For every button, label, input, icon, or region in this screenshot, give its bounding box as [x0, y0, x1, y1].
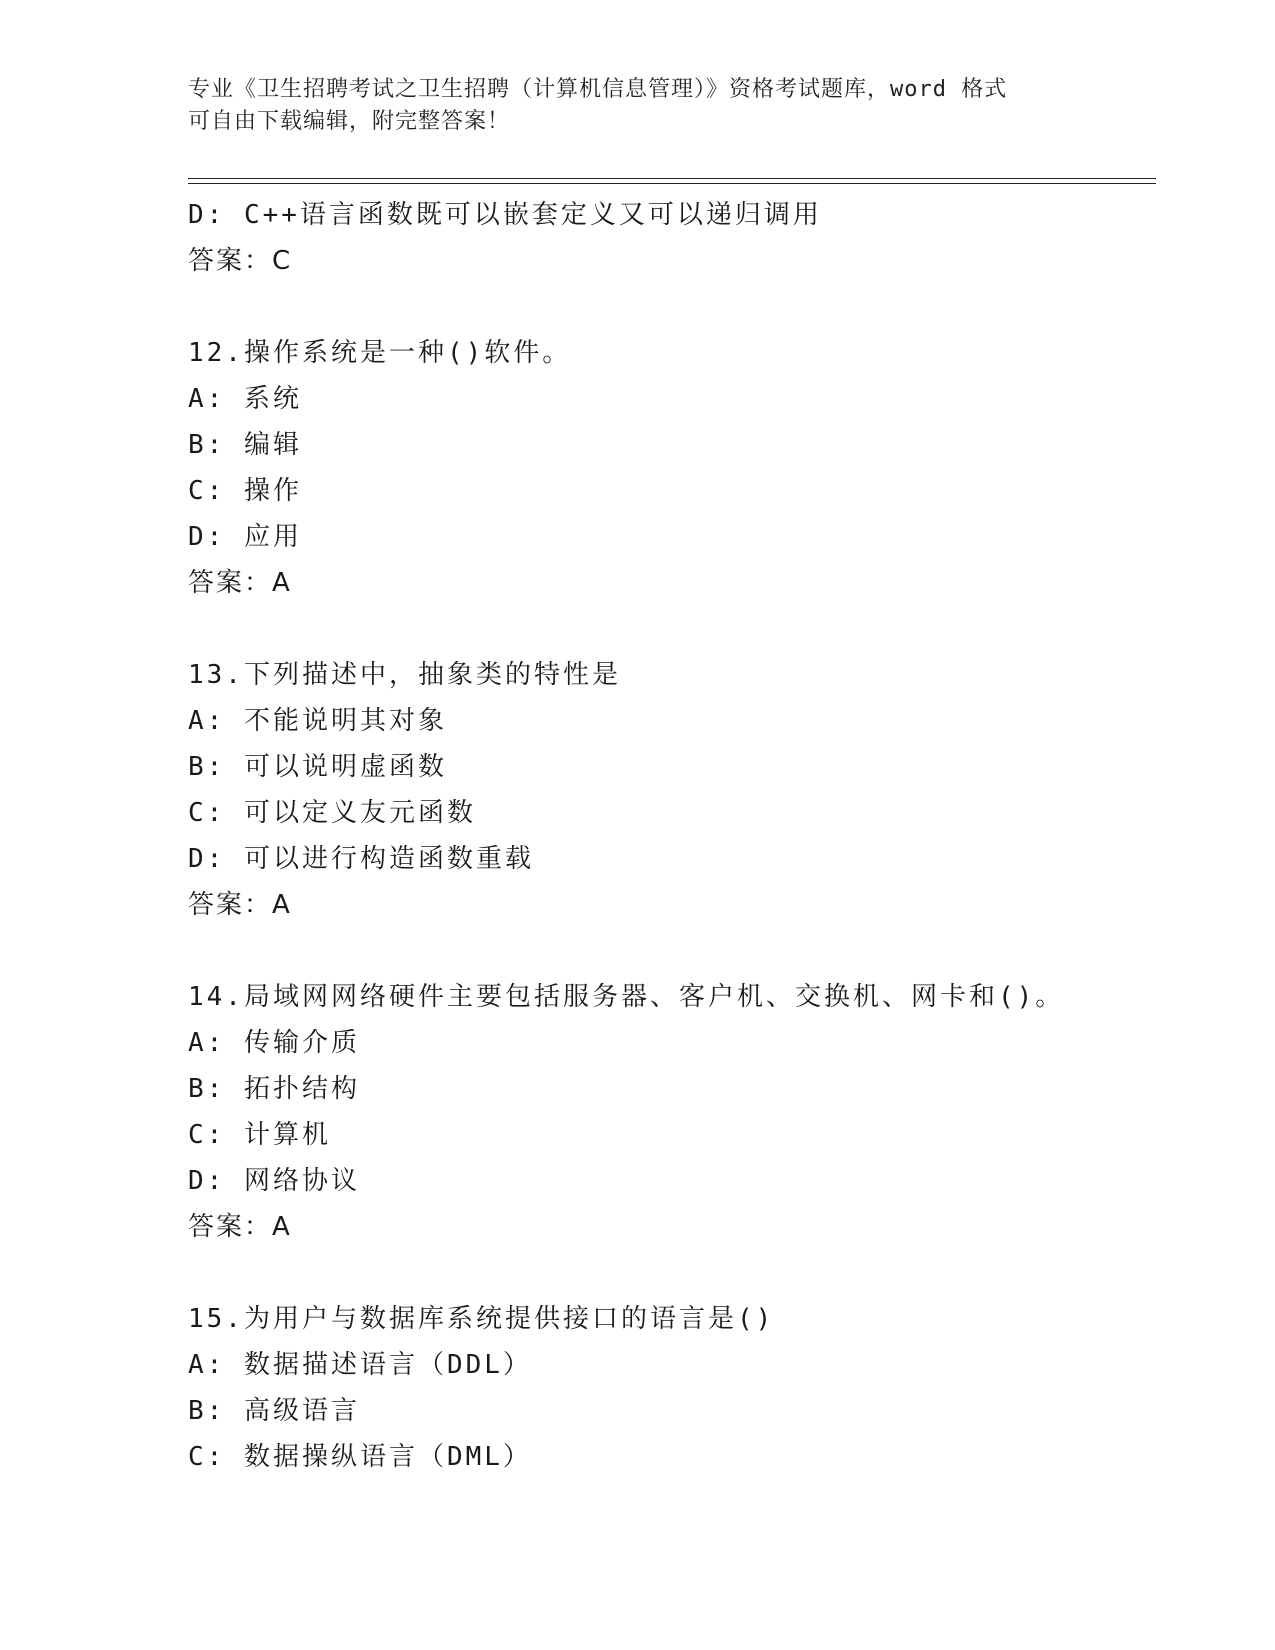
option-c: C: 可以定义友元函数: [188, 798, 476, 828]
spacer: [188, 1250, 1148, 1296]
header-divider-bottom: [188, 183, 1156, 184]
option-b: B: 编辑: [188, 430, 302, 460]
answer: 答案：C: [188, 246, 293, 276]
question-stem-12: 12.操作系统是一种()软件。: [188, 338, 572, 368]
spacer: [188, 284, 1148, 330]
option-d: D: 应用: [188, 522, 302, 552]
question-stem-13: 13.下列描述中，抽象类的特性是: [188, 660, 621, 690]
option-a: A: 数据描述语言（DDL）: [188, 1350, 532, 1380]
question-stem-15: 15.为用户与数据库系统提供接口的语言是(): [188, 1304, 775, 1334]
option-b: B: 可以说明虚函数: [188, 752, 447, 782]
option-c: C: 数据操纵语言（DML）: [188, 1442, 532, 1472]
header-divider-top: [188, 178, 1156, 179]
answer: 答案：A: [188, 568, 292, 598]
option-c: C: 操作: [188, 476, 302, 506]
option-a: A: 系统: [188, 384, 302, 414]
header-line-1: 专业《卫生招聘考试之卫生招聘（计算机信息管理）》资格考试题库，word 格式: [188, 77, 1008, 102]
option-a: A: 不能说明其对象: [188, 706, 447, 736]
option-c: C: 计算机: [188, 1120, 331, 1150]
option-b: B: 拓扑结构: [188, 1074, 360, 1104]
answer: 答案：A: [188, 1212, 292, 1242]
option-d: D: C++语言函数既可以嵌套定义又可以递归调用: [188, 200, 822, 230]
question-stem-14: 14.局域网网络硬件主要包括服务器、客户机、交换机、网卡和()。: [188, 982, 1065, 1012]
spacer: [188, 928, 1148, 974]
option-d: D: 网络协议: [188, 1166, 360, 1196]
document-header: [188, 74, 1088, 138]
answer: 答案：A: [188, 890, 292, 920]
option-d: D: 可以进行构造函数重载: [188, 844, 534, 874]
option-a: A: 传输介质: [188, 1028, 360, 1058]
option-b: B: 高级语言: [188, 1396, 360, 1426]
spacer: [188, 606, 1148, 652]
question-list: [188, 192, 1148, 1480]
header-line-2: 可自由下载编辑，附完整答案！: [188, 109, 511, 134]
